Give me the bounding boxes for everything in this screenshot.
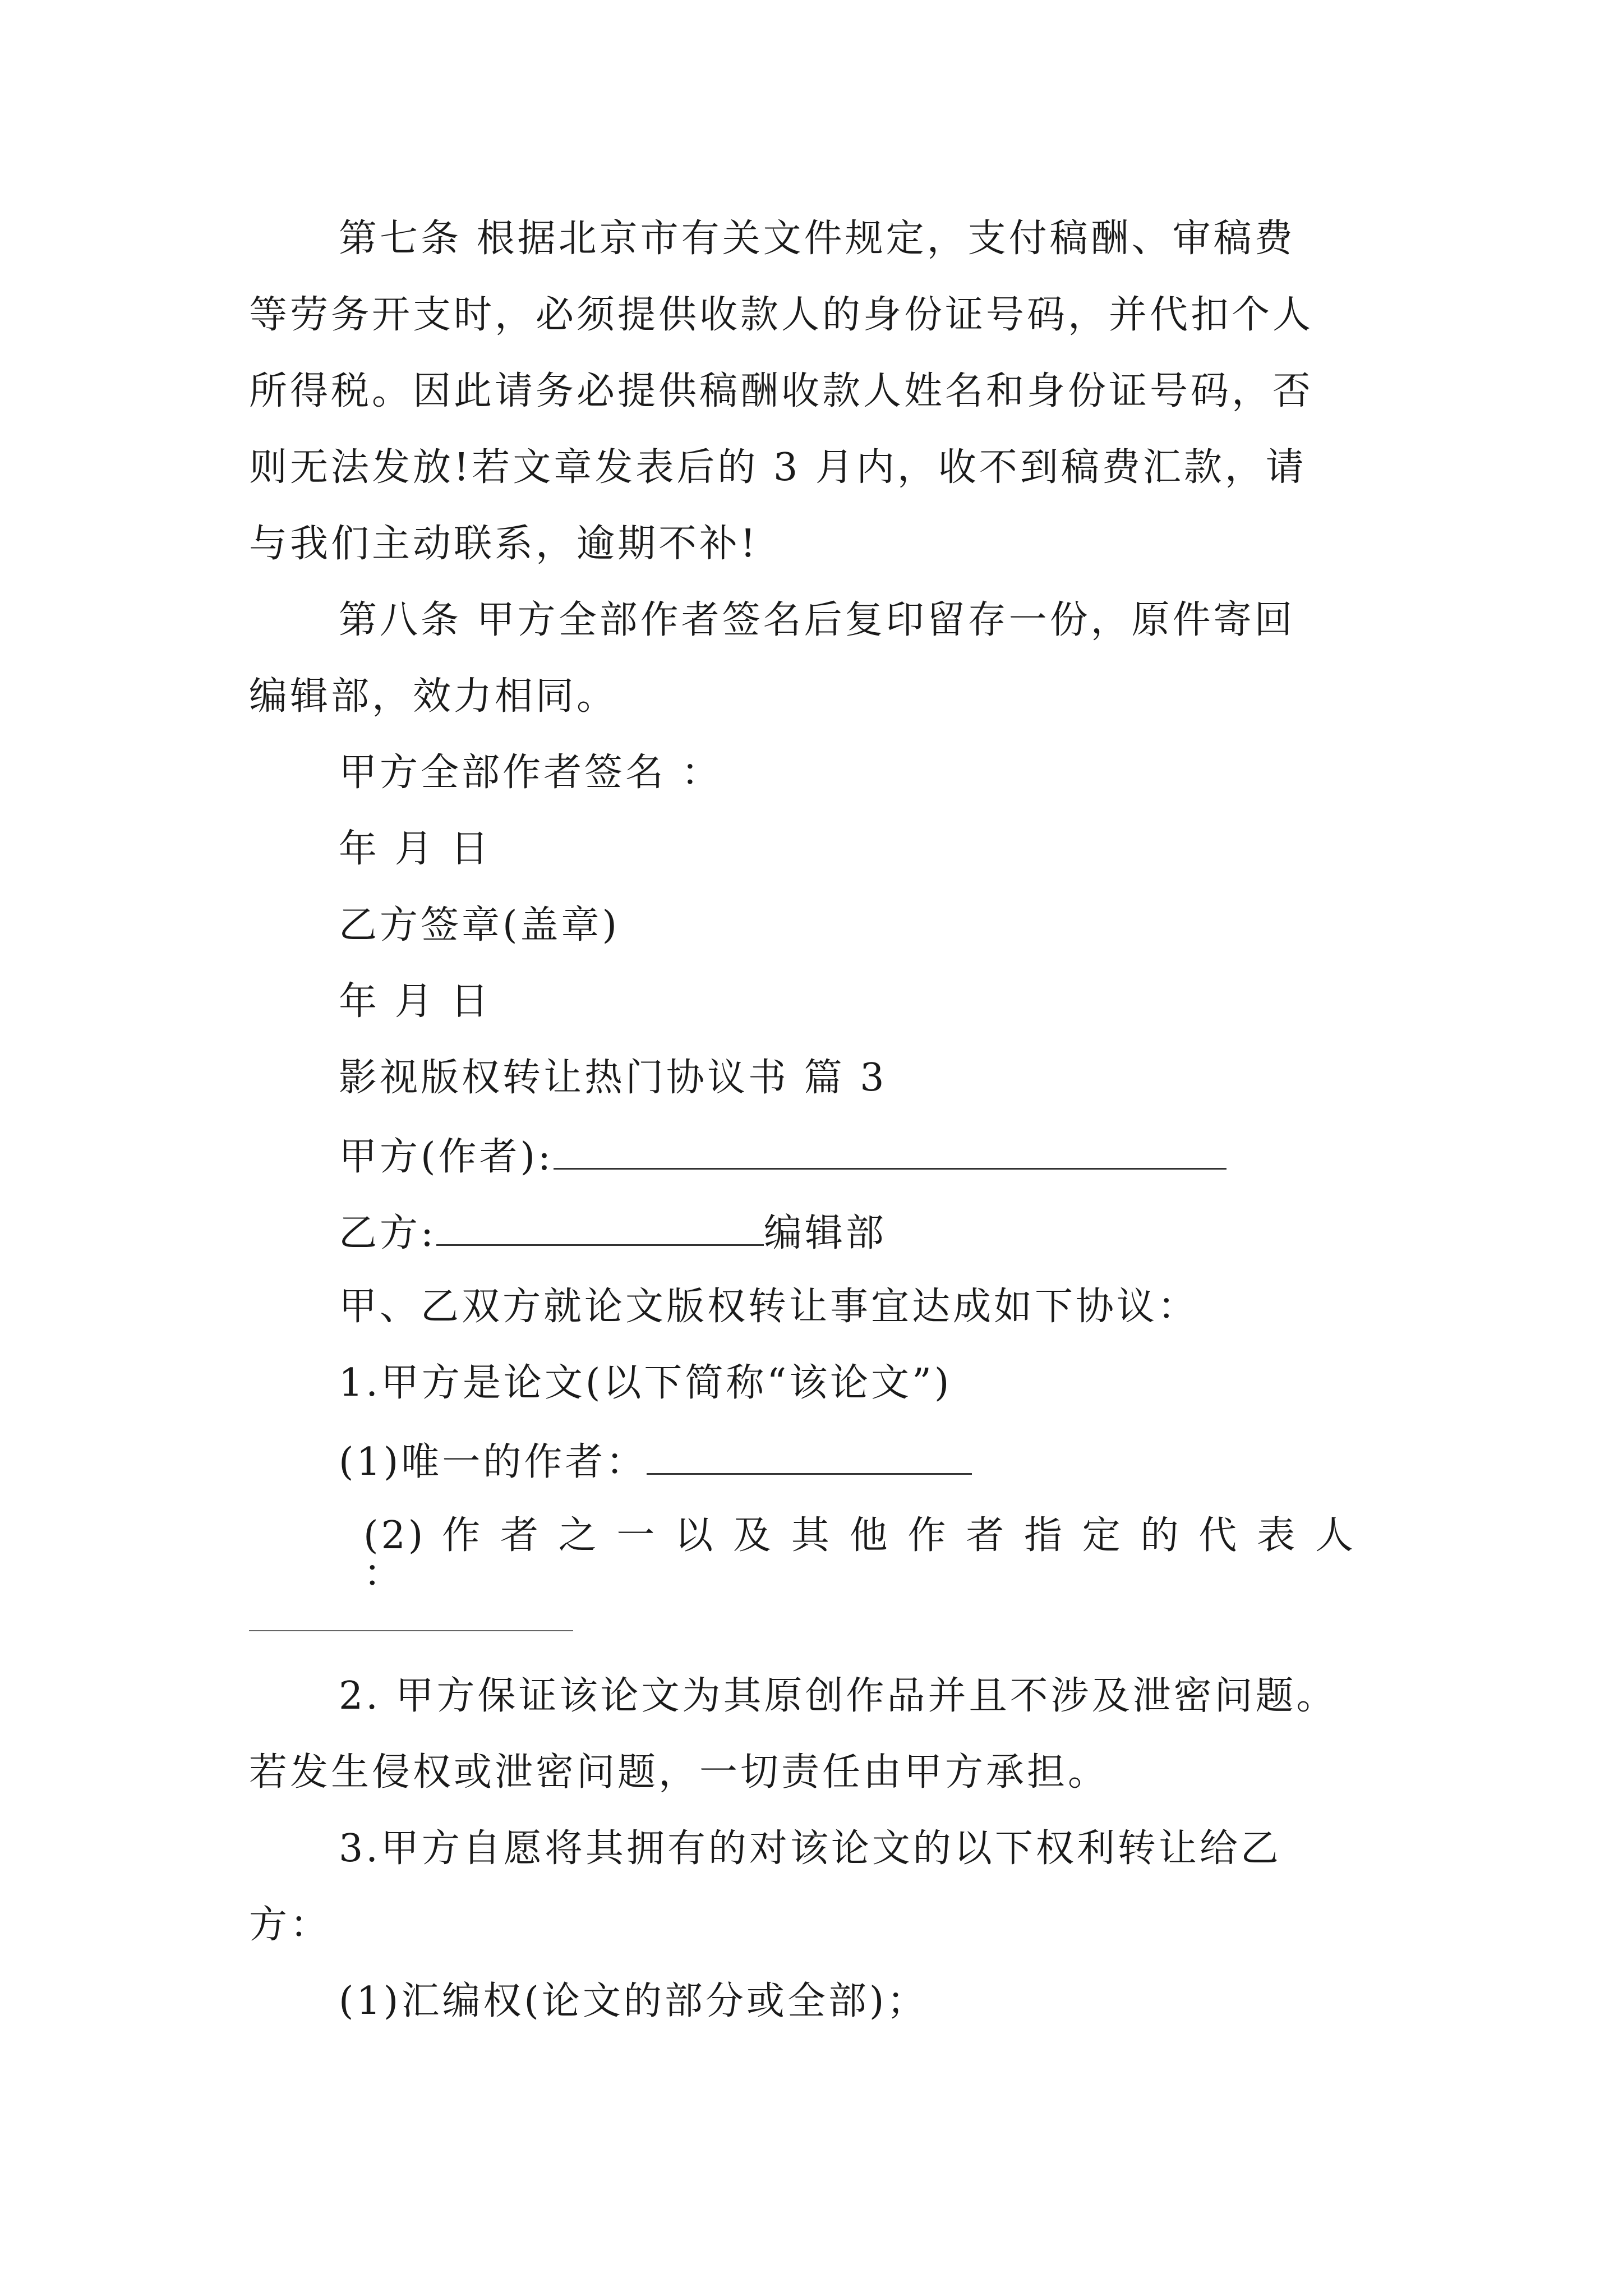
party-b-date: 年 月 日: [339, 979, 492, 1024]
section-title: 影视版权转让热门协议书 篇 3: [339, 1056, 887, 1100]
clause-1-item-1-label: (1)唯一的作者：: [339, 1440, 647, 1484]
article-7-line-4: 则无法发放!若文章发表后的 3 月内，收不到稿费汇款，请: [249, 445, 1307, 490]
party-b-seal-label: 乙方签章(盖章): [339, 903, 620, 947]
party-b-editorial-line: [339, 1212, 887, 1253]
party-b-editorial-dept: 编辑部: [763, 1211, 887, 1255]
clause-2-line-1: 2. 甲方保证该论文为其原创作品并且不涉及泄密问题。: [339, 1674, 1338, 1718]
article-8-line-1: 第八条 甲方全部作者签名后复印留存一份，原件寄回: [339, 598, 1295, 642]
clause-2-line-2: 若发生侵权或泄密问题，一切责任由甲方承担。: [249, 1750, 1109, 1795]
clause-3-item-1: (1)汇编权(论文的部分或全部)；: [339, 1979, 928, 2023]
party-a-date: 年 月 日: [339, 827, 492, 871]
party-a-signature-label: 甲方全部作者签名 ：: [339, 751, 722, 795]
clause-3-line-2: 方：: [249, 1903, 331, 1947]
article-7-line-5: 与我们主动联系，逾期不补!: [249, 522, 759, 566]
divider-line: [249, 1630, 573, 1631]
party-a-author-blank: [554, 1135, 1227, 1170]
article-8-line-2: 编辑部，效力相同。: [249, 674, 618, 719]
article-7-line-3: 所得税。因此请务必提供稿酬收款人姓名和身份证号码，否: [249, 369, 1314, 413]
party-a-author-label: 甲方(作者):: [339, 1135, 554, 1179]
party-b-label: 乙方:: [339, 1211, 436, 1255]
sole-author-blank: [647, 1441, 972, 1475]
party-a-author-line: [339, 1135, 1227, 1179]
article-7-line-1: 第七条 根据北京市有关文件规定，支付稿酬、审稿费: [339, 217, 1295, 261]
agreement-intro: 甲、乙双方就论文版权转让事宜达成如下协议：: [339, 1285, 1199, 1329]
party-b-blank: [436, 1212, 764, 1246]
clause-1: 1.甲方是论文(以下简称“该论文”): [339, 1361, 952, 1405]
clause-1-item-1-line: [339, 1440, 972, 1484]
clause-3-line-1: 3.甲方自愿将其拥有的对该论文的以下权利转让给乙: [339, 1826, 1281, 1871]
article-7-line-2: 等劳务开支时，必须提供收款人的身份证号码，并代扣个人: [249, 293, 1314, 337]
clause-1-item-2: (2) 作 者 之 一 以 及 其 他 作 者 指 定 的 代 表 人 ：: [363, 1513, 1356, 1596]
